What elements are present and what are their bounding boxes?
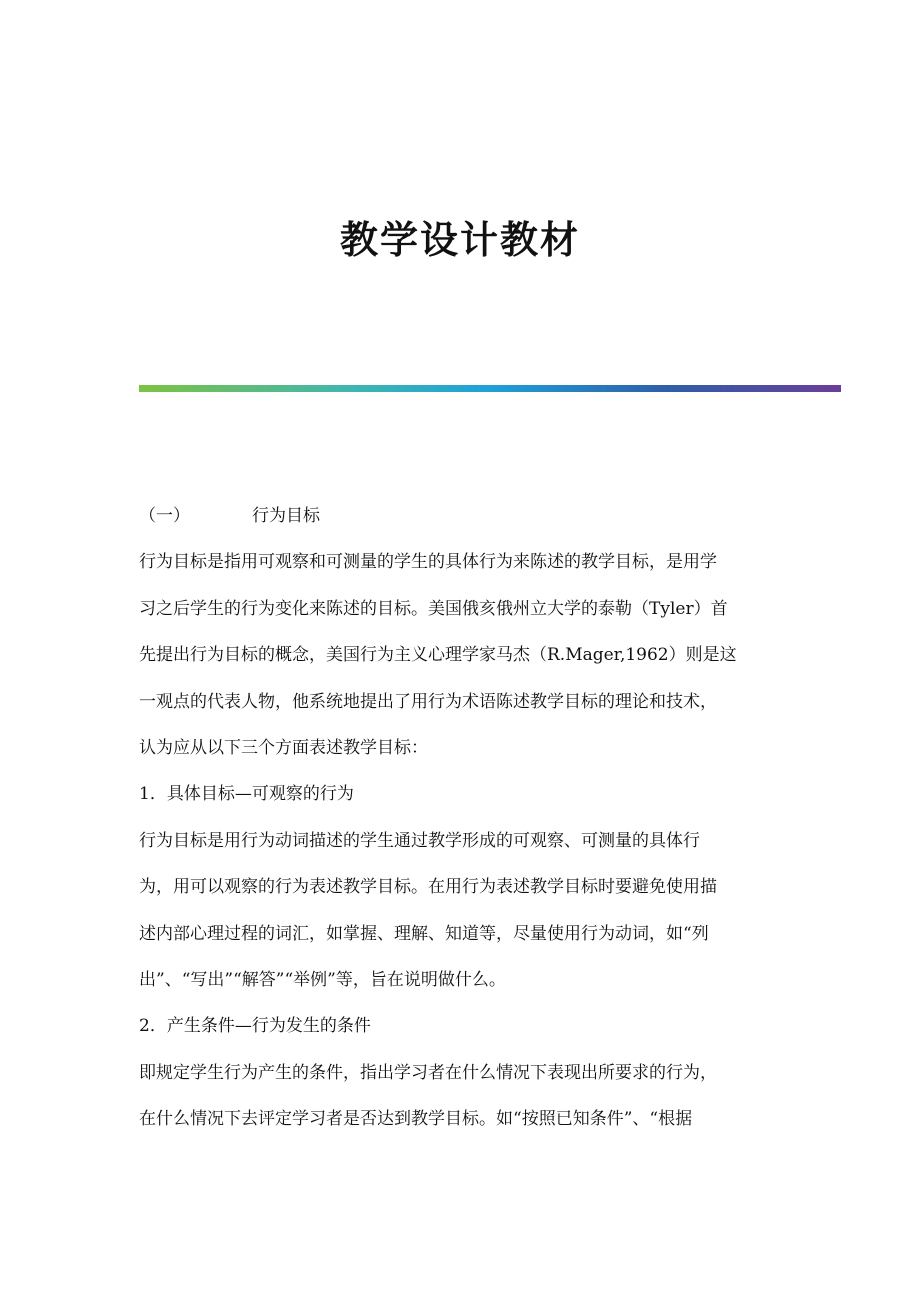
body-line: 在什么情况下去评定学习者是否达到教学目标。如“按照已知条件”、“根据 — [139, 1109, 693, 1130]
subheading-1: 1．具体目标—可观察的行为 — [139, 784, 354, 805]
body-line: 一观点的代表人物，他系统地提出了用行为术语陈述教学目标的理论和技术， — [139, 691, 717, 712]
title-divider — [139, 385, 841, 392]
body-line: 出”、“写出”“解答”“举例”等，旨在说明做什么。 — [139, 969, 506, 990]
body-line: 为，用可以观察的行为表述教学目标。在用行为表述教学目标时要避免使用描 — [139, 877, 717, 898]
body-line: 行为目标是指用可观察和可测量的学生的具体行为来陈述的教学目标，是用学 — [139, 552, 717, 573]
body-line: 即规定学生行为产生的条件，指出学习者在什么情况下表现出所要求的行为， — [139, 1062, 717, 1083]
section-number: （一） — [139, 506, 190, 526]
body-line: 述内部心理过程的词汇，如掌握、理解、知道等，尽量使用行为动词，如“列 — [139, 923, 709, 944]
subheading-2: 2．产生条件—行为发生的条件 — [139, 1016, 371, 1037]
body-line: 先提出行为目标的概念，美国行为主义心理学家马杰（R.Mager,1962）则是这 — [139, 645, 737, 666]
body-line: 习之后学生的行为变化来陈述的目标。美国俄亥俄州立大学的泰勒（Tyler）首 — [139, 598, 728, 619]
document-title: 教学设计教材 — [339, 217, 580, 262]
section-heading-text: 行为目标 — [252, 506, 320, 526]
section-heading — [139, 506, 789, 526]
body-line: 认为应从以下三个方面表述教学目标： — [139, 737, 428, 758]
document-body — [139, 506, 789, 1155]
body-line: 行为目标是用行为动词描述的学生通过教学形成的可观察、可测量的具体行 — [139, 830, 700, 851]
